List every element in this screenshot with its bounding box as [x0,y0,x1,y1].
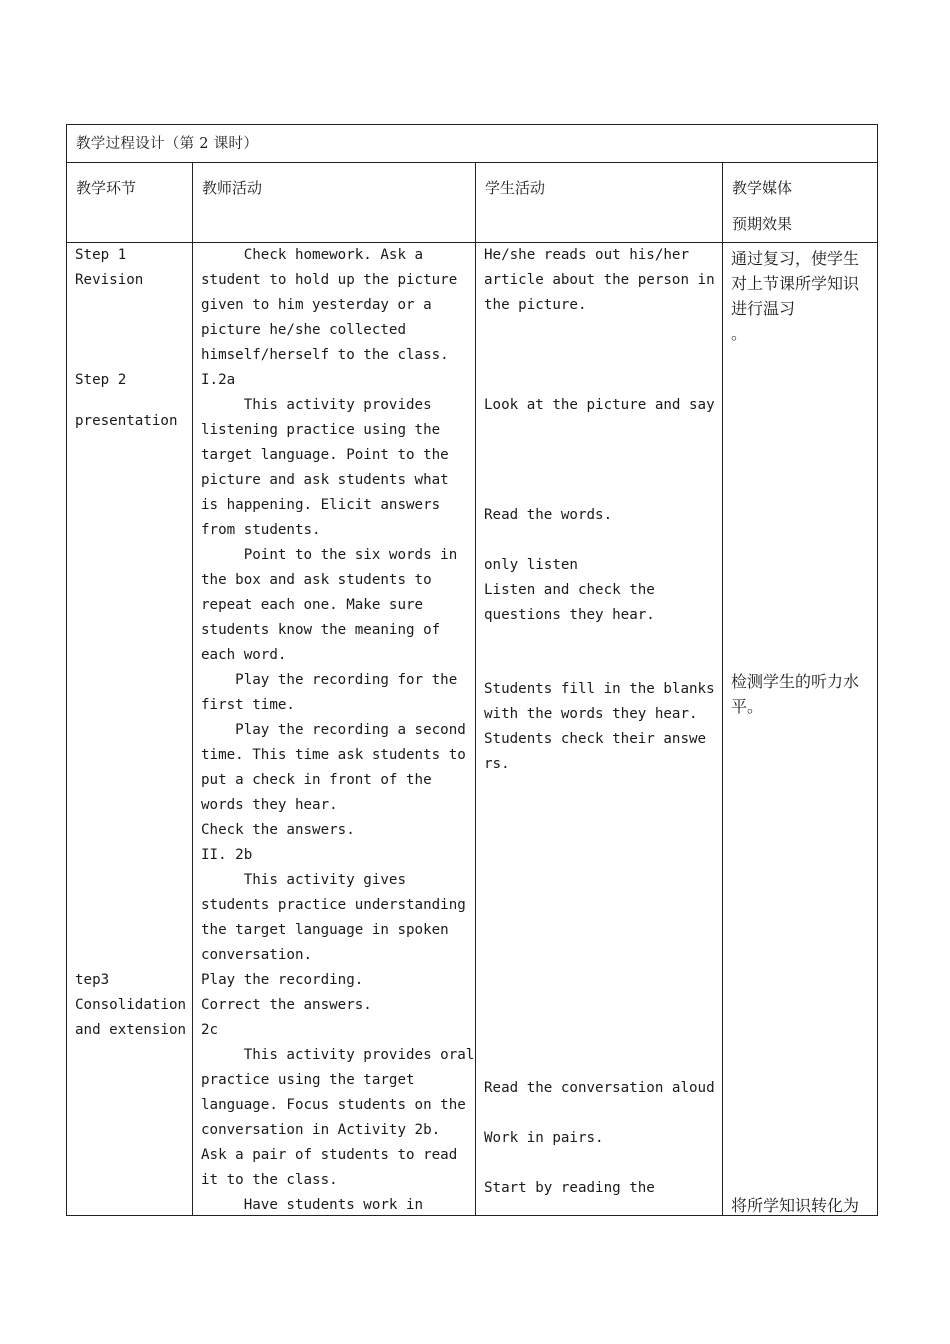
stage-line: presentation [75,413,178,429]
teacher-line: the box and ask students to [201,572,432,588]
teacher-line: students know the meaning of [201,622,441,638]
teacher-line: time. This time ask students to [201,747,466,763]
teacher-line: picture and ask students what [201,472,449,488]
header-teacher-label: 教师活动 [202,179,263,197]
media-line: 。 [731,324,748,343]
teacher-line: Ask a pair of students to read [201,1147,458,1163]
stage-line: Consolidation [75,997,187,1013]
student-line: the picture. [484,297,587,313]
title-cell [67,125,878,163]
student-line: rs. [484,756,510,772]
header-teacher [193,163,476,243]
stage-line: and extension [75,1022,187,1038]
teacher-line: language. Focus students on the [201,1097,466,1113]
header-media [723,163,878,243]
teacher-line: conversation. [201,947,313,963]
teacher-line: practice using the target [201,1072,415,1088]
student-line: Listen and check the [484,582,655,598]
header-media-line2: 预期效果 [732,215,793,233]
teacher-line: Have students work in [201,1197,424,1213]
teacher-line: Play the recording for the [201,672,458,688]
teacher-line: target language. Point to the [201,447,449,463]
student-line: with the words they hear. [484,706,698,722]
table-title: 教学过程设计（第 2 课时） [76,136,259,152]
media-line: 进行温习 [731,299,796,318]
teacher-line: Point to the six words in [201,547,458,563]
header-stage-label: 教学环节 [76,179,137,197]
header-stage [67,163,193,243]
student-line: Start by reading the [484,1180,655,1196]
teacher-line: This activity provides oral [201,1047,475,1063]
teacher-line: listening practice using the [201,422,441,438]
student-line: article about the person in [484,272,715,288]
teacher-line: is happening. Elicit answers [201,497,441,513]
student-line: He/she reads out his/her [484,247,689,263]
teacher-line: This activity provides [201,397,432,413]
student-line: Read the conversation aloud [484,1080,715,1096]
teacher-line: I.2a [201,372,236,388]
teacher-line: This activity gives [201,872,406,888]
stage-line: Step 1 [75,247,127,263]
media-line: 平。 [731,697,764,716]
teacher-line: the target language in spoken [201,922,449,938]
stage-line: Revision [75,272,144,288]
student-line: Read the words. [484,507,613,523]
header-media-line1: 教学媒体 [732,179,793,197]
teacher-line: Play the recording a second [201,722,466,738]
teacher-line: conversation in Activity 2b. [201,1122,441,1138]
teacher-line: first time. [201,697,295,713]
teacher-line: himself/herself to the class. [201,347,449,363]
student-line: Look at the picture and say [484,397,715,413]
header-media-label [723,163,877,242]
teacher-line: Correct the answers. [201,997,372,1013]
teacher-line: repeat each one. Make sure [201,597,424,613]
lesson-plan-table [66,124,878,1216]
teacher-line: words they hear. [201,797,338,813]
teacher-line: Play the recording. [201,972,364,988]
teacher-line: from students. [201,522,321,538]
teacher-line: 2c [201,1022,219,1038]
stage-line: Step 2 [75,372,127,388]
teacher-line: picture he/she collected [201,322,406,338]
teacher-line: II. 2b [201,847,253,863]
stage-line: tep3 [75,972,110,988]
header-student [476,163,723,243]
stage-column [67,243,193,1216]
student-line: Students fill in the blanks [484,681,715,697]
teacher-line: given to him yesterday or a [201,297,432,313]
student-line: Work in pairs. [484,1130,604,1146]
teacher-line: Check homework. Ask a [201,247,424,263]
teacher-line: each word. [201,647,287,663]
media-column [723,243,878,1216]
media-line: 检测学生的听力水 [731,672,860,691]
teacher-column [193,243,476,1216]
media-line: 通过复习，使学生 [731,249,860,268]
teacher-line: Check the answers. [201,822,355,838]
media-line: 对上节课所学知识 [731,274,860,293]
teacher-line: put a check in front of the [201,772,432,788]
teacher-line: students practice understanding [201,897,466,913]
student-column [476,243,723,1216]
teacher-line: student to hold up the picture [201,272,458,288]
media-line: 将所学知识转化为 [731,1196,860,1215]
teacher-line: it to the class. [201,1172,338,1188]
student-line: only listen [484,557,578,573]
student-line: questions they hear. [484,607,655,623]
header-student-label: 学生活动 [485,179,546,197]
student-line: Students check their answe [484,731,707,747]
